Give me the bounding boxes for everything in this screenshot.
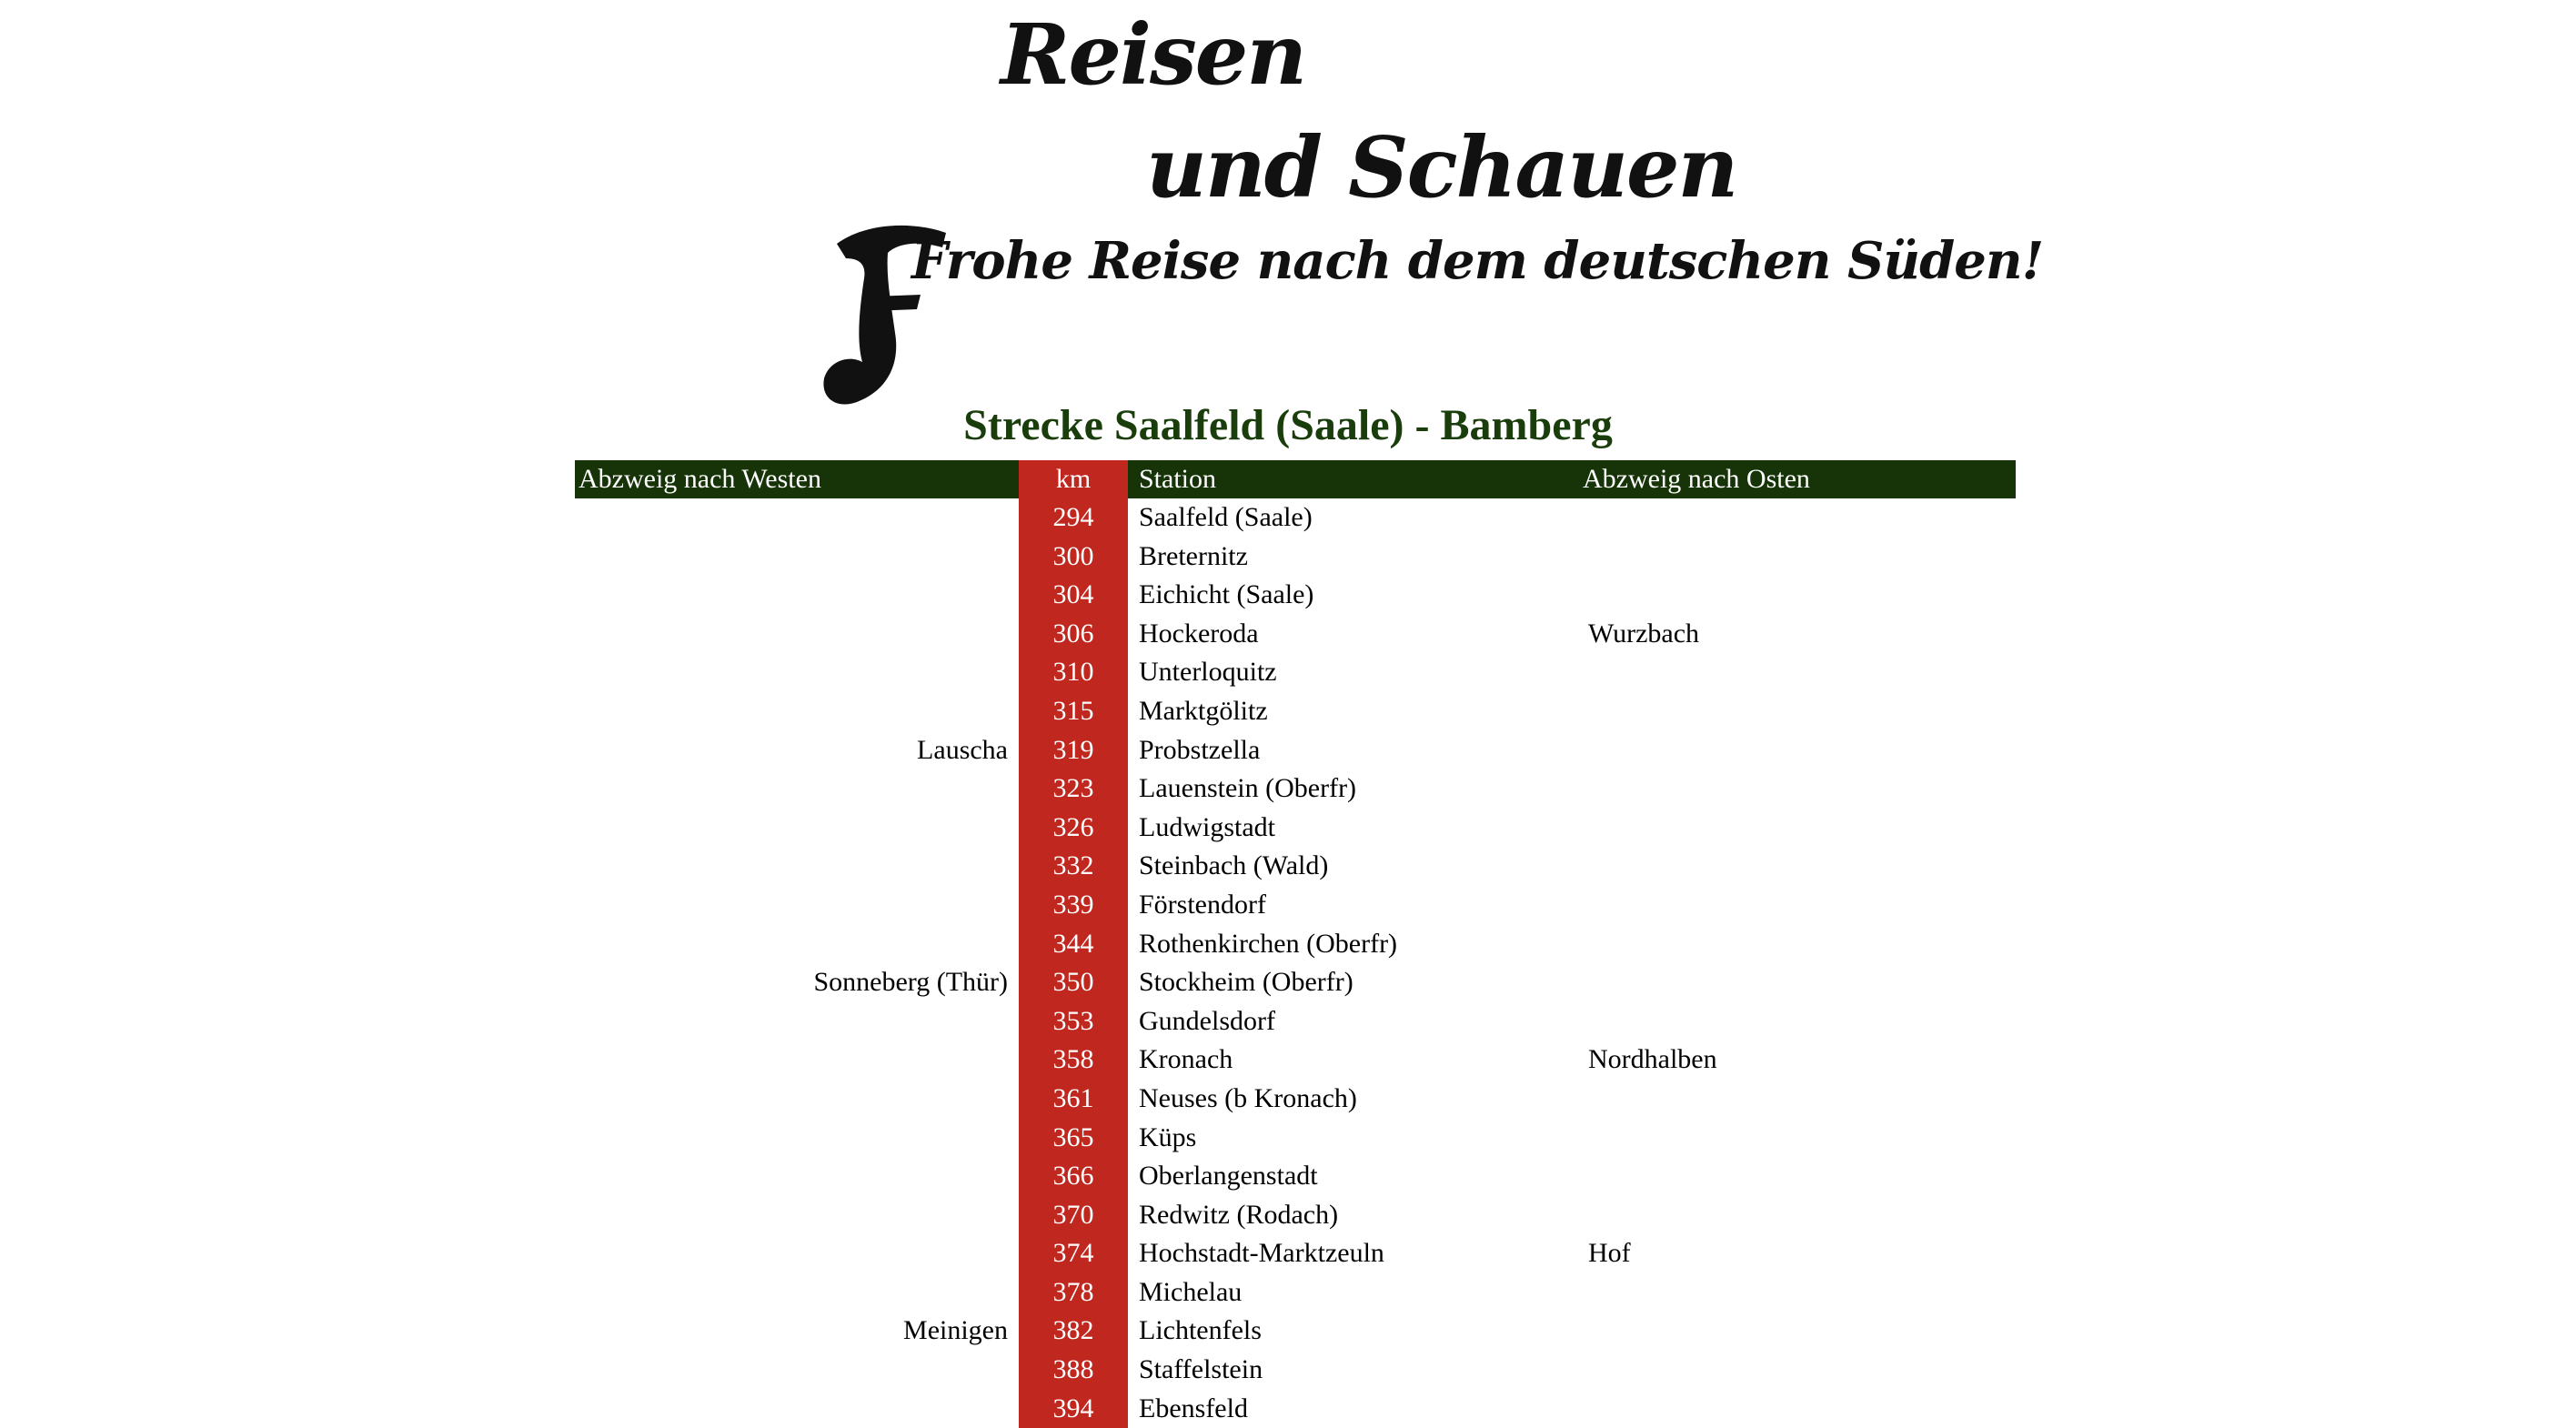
header-west-branch: Abzweig nach Westen: [579, 464, 821, 494]
table-row: [575, 1041, 2016, 1080]
east-branch-cell: [1572, 963, 2016, 1002]
table-row: [575, 538, 2016, 577]
table-row: [575, 1080, 2016, 1119]
station-cell: Hockeroda: [1139, 618, 1259, 649]
station-cell: Breternitz: [1139, 540, 1248, 571]
east-branch-cell: [1572, 1119, 2016, 1158]
km-cell: 378: [1019, 1273, 1128, 1312]
km-cell: 361: [1019, 1080, 1128, 1119]
station-cell: Probstzella: [1139, 734, 1261, 765]
station-cell: Eichicht (Saale): [1139, 579, 1314, 610]
west-branch-cell: [575, 847, 1019, 886]
east-branch-cell: [1572, 1080, 2016, 1119]
km-cell: 374: [1019, 1234, 1128, 1273]
west-branch-cell: Lauscha: [917, 734, 1008, 765]
east-branch-cell: [1572, 886, 2016, 925]
km-cell: 306: [1019, 615, 1128, 654]
east-branch-cell: [1572, 1196, 2016, 1235]
east-branch-cell: [1572, 1157, 2016, 1196]
west-branch-cell: [575, 1157, 1019, 1196]
west-branch-cell: [575, 1351, 1019, 1390]
table-row: [575, 576, 2016, 615]
km-cell: 366: [1019, 1157, 1128, 1196]
svg-text:Reisen: Reisen: [1001, 5, 1306, 104]
timetable-header: [575, 460, 2016, 498]
station-cell: Hochstadt-Marktzeuln: [1139, 1238, 1384, 1269]
west-branch-cell: [575, 615, 1019, 654]
west-branch-cell: [575, 1080, 1019, 1119]
header-km: km: [1019, 460, 1128, 498]
table-row: [575, 1351, 2016, 1390]
header-east-branch: Abzweig nach Osten: [1583, 464, 1810, 494]
east-branch-cell: [1572, 538, 2016, 577]
west-branch-cell: [575, 538, 1019, 577]
table-row: [575, 963, 2016, 1002]
east-branch-cell: [1572, 1351, 2016, 1390]
header-station: Station: [1139, 464, 1217, 494]
east-branch-cell: Nordhalben: [1588, 1044, 1717, 1075]
east-branch-cell: [1572, 1273, 2016, 1312]
west-branch-cell: [575, 809, 1019, 848]
station-cell: Saalfeld (Saale): [1139, 502, 1313, 532]
station-cell: Förstendorf: [1139, 889, 1266, 920]
station-cell: Gundelsdorf: [1139, 1005, 1275, 1036]
table-row: [575, 692, 2016, 731]
km-cell: 353: [1019, 1002, 1128, 1041]
km-cell: 319: [1019, 731, 1128, 770]
table-row: [575, 498, 2016, 538]
km-cell: 315: [1019, 692, 1128, 731]
table-row: [575, 809, 2016, 848]
west-branch-cell: [575, 692, 1019, 731]
station-cell: Lichtenfels: [1139, 1315, 1262, 1346]
table-row: [575, 886, 2016, 925]
km-cell: 350: [1019, 963, 1128, 1002]
east-branch-cell: [1572, 847, 2016, 886]
station-cell: Michelau: [1139, 1276, 1243, 1307]
timetable-body: [575, 498, 2016, 1428]
station-cell: Oberlangenstadt: [1139, 1161, 1318, 1192]
east-branch-cell: [1572, 1312, 2016, 1351]
table-row: [575, 925, 2016, 964]
west-branch-cell: [575, 925, 1019, 964]
west-branch-cell: Sonneberg (Thür): [813, 967, 1008, 998]
km-cell: 326: [1019, 809, 1128, 848]
east-branch-cell: [1572, 1002, 2016, 1041]
table-row: [575, 1234, 2016, 1273]
west-branch-cell: [575, 1196, 1019, 1235]
reisen-und-schauen-logo: [810, 5, 2044, 406]
km-cell: 304: [1019, 576, 1128, 615]
table-row: [575, 1157, 2016, 1196]
east-branch-cell: Hof: [1588, 1238, 1631, 1269]
table-row: [575, 653, 2016, 692]
station-cell: Staffelstein: [1139, 1354, 1263, 1385]
table-row: [575, 769, 2016, 809]
west-branch-cell: [575, 498, 1019, 538]
km-cell: 394: [1019, 1390, 1128, 1428]
station-cell: Lauenstein (Oberfr): [1139, 773, 1357, 804]
west-branch-cell: [575, 1390, 1019, 1428]
west-branch-cell: [575, 1119, 1019, 1158]
west-branch-cell: [575, 886, 1019, 925]
east-branch-cell: [1572, 653, 2016, 692]
svg-text:Frohe Reise nach dem deutschen: Frohe Reise nach dem deutschen Süden!: [911, 231, 2044, 291]
west-branch-cell: [575, 1234, 1019, 1273]
east-branch-cell: [1572, 809, 2016, 848]
table-row: [575, 1196, 2016, 1235]
km-cell: 358: [1019, 1041, 1128, 1080]
west-branch-cell: [575, 576, 1019, 615]
km-cell: 382: [1019, 1312, 1128, 1351]
east-branch-cell: [1572, 692, 2016, 731]
km-cell: 365: [1019, 1119, 1128, 1158]
km-cell: 310: [1019, 653, 1128, 692]
west-branch-cell: [575, 1041, 1019, 1080]
station-cell: Stockheim (Oberfr): [1139, 967, 1353, 998]
east-branch-cell: [1572, 576, 2016, 615]
km-cell: 323: [1019, 769, 1128, 809]
west-branch-cell: [575, 1002, 1019, 1041]
km-cell: 344: [1019, 925, 1128, 964]
station-cell: Steinbach (Wald): [1139, 850, 1329, 881]
table-row: [575, 847, 2016, 886]
timetable: [575, 460, 2016, 1428]
station-cell: Marktgölitz: [1139, 695, 1268, 726]
table-row: [575, 1002, 2016, 1041]
east-branch-cell: [1572, 769, 2016, 809]
station-cell: Ludwigstadt: [1139, 811, 1275, 842]
station-cell: Rothenkirchen (Oberfr): [1139, 928, 1398, 959]
east-branch-cell: [1572, 1390, 2016, 1428]
west-branch-cell: Meinigen: [903, 1315, 1008, 1346]
west-branch-cell: [575, 1273, 1019, 1312]
east-branch-cell: [1572, 731, 2016, 770]
east-branch-cell: [1572, 925, 2016, 964]
km-cell: 332: [1019, 847, 1128, 886]
table-row: [575, 1390, 2016, 1428]
km-cell: 388: [1019, 1351, 1128, 1390]
station-cell: Ebensfeld: [1139, 1393, 1248, 1423]
table-row: [575, 731, 2016, 770]
table-row: [575, 1273, 2016, 1312]
km-cell: 339: [1019, 886, 1128, 925]
west-branch-cell: [575, 769, 1019, 809]
station-cell: Kronach: [1139, 1044, 1233, 1075]
table-row: [575, 615, 2016, 654]
east-branch-cell: Wurzbach: [1588, 618, 1700, 649]
table-row: [575, 1119, 2016, 1158]
station-cell: Küps: [1139, 1121, 1197, 1152]
km-cell: 300: [1019, 538, 1128, 577]
page-title: Strecke Saalfeld (Saale) - Bamberg: [963, 401, 1613, 449]
km-cell: 370: [1019, 1196, 1128, 1235]
svg-text:und Schauen: und Schauen: [1146, 118, 1737, 216]
station-cell: Unterloquitz: [1139, 657, 1277, 688]
station-cell: Neuses (b Kronach): [1139, 1082, 1357, 1113]
west-branch-cell: [575, 653, 1019, 692]
east-branch-cell: [1572, 498, 2016, 538]
km-cell: 294: [1019, 498, 1128, 538]
table-row: [575, 1312, 2016, 1351]
station-cell: Redwitz (Rodach): [1139, 1199, 1339, 1230]
